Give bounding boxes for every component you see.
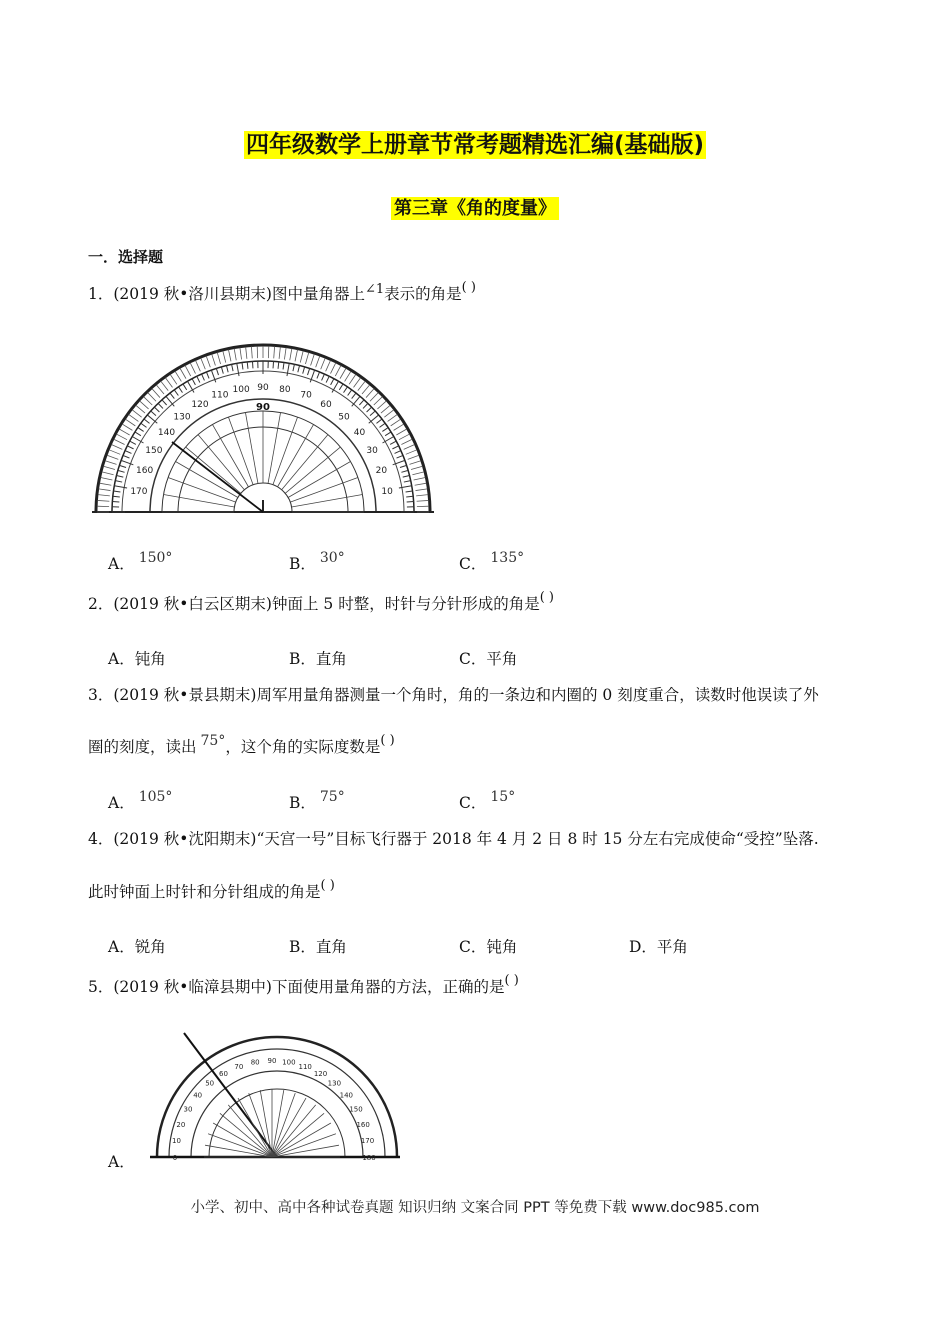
outer-hatch [401, 439, 412, 444]
scale-label: 70 [234, 1062, 244, 1071]
scale-label: 160 [356, 1120, 370, 1129]
outer-hatch [185, 365, 191, 376]
outer-hatch [111, 444, 122, 449]
outer-hatch [175, 371, 181, 381]
tick-mark [197, 376, 200, 382]
q1-option-a[interactable]: A． 150° [108, 550, 173, 573]
outer-hatch [384, 410, 393, 417]
outer-hatch [349, 374, 356, 384]
tick-mark [382, 428, 388, 432]
tick-mark [401, 470, 408, 472]
question-4-line-1: 4．(2019 秋•沈阳期末)“天宫一号”目标飞行器于 2018 年 4 月 2 日 8 时 15 分左右完成使命“受控”坠落. [88, 830, 819, 848]
outer-hatch [246, 347, 247, 359]
tick-mark [352, 393, 356, 399]
question-4-line-2: 此时钟面上时针和分针组成的角是( ) [88, 880, 367, 902]
tick-mark [247, 362, 248, 369]
tick-mark [151, 411, 156, 416]
scale-label: 120 [313, 1069, 328, 1078]
outer-hatch [331, 363, 336, 374]
scale-label: 80 [279, 384, 291, 395]
scale-label: 90 [267, 1057, 277, 1065]
outer-hatch [161, 381, 168, 390]
answer-blank: ( ) [539, 590, 554, 605]
outer-hatch [190, 363, 195, 374]
outer-hatch [223, 351, 226, 363]
scale-label: 100 [232, 384, 250, 395]
tick-mark [395, 451, 401, 454]
scale-label: 50 [205, 1079, 215, 1088]
scale-label: 170 [360, 1137, 375, 1146]
page-footer: 小学、初中、高中各种试卷真题 知识归纳 文案合同 PPT 等免费下载 www.doc985.com [190, 1200, 760, 1216]
tick-mark [166, 396, 174, 406]
tick-mark [363, 403, 368, 408]
tick-mark [404, 481, 411, 482]
outer-hatch [316, 356, 320, 367]
outer-hatch [136, 405, 145, 413]
tick-mark [390, 441, 396, 444]
outer-hatch [148, 393, 156, 402]
spoke-line [292, 494, 363, 507]
outer-hatch [388, 414, 398, 421]
tick-mark [141, 423, 147, 427]
outer-hatch [114, 439, 125, 444]
outer-hatch [345, 371, 351, 381]
q2-option-b[interactable]: B．直角 [289, 650, 347, 668]
chapter-title: 第三章《角的度量》 [0, 194, 950, 220]
outer-hatch [391, 419, 401, 426]
outer-hatch [99, 489, 111, 491]
spoke-line [168, 477, 236, 502]
tick-mark [135, 432, 141, 436]
outer-hatch [399, 434, 410, 440]
scale-label: 30 [183, 1105, 193, 1114]
section-heading: 一．选择题 [88, 248, 164, 266]
scale-label: 150 [349, 1105, 363, 1114]
outer-hatch [354, 378, 361, 388]
tick-mark [179, 387, 183, 393]
angle-symbol: ∠1 [364, 282, 385, 297]
tick-mark [125, 451, 131, 454]
tick-mark [183, 384, 187, 390]
document-title: 四年级数学上册章节常考题精选汇编(基础版) [245, 132, 705, 158]
outer-hatch [416, 489, 428, 491]
tick-mark [115, 481, 122, 482]
outer-hatch [100, 483, 112, 485]
tick-mark [116, 475, 123, 477]
tick-mark [113, 496, 120, 497]
q2-option-a[interactable]: A．钝角 [108, 650, 166, 668]
outer-hatch [228, 350, 230, 362]
tick-mark [114, 486, 127, 488]
tick-mark [403, 475, 410, 477]
scale-label: 0 [172, 1154, 178, 1162]
q4-option-a[interactable]: A．锐角 [108, 938, 166, 956]
outer-hatch [109, 450, 120, 454]
spoke-line [228, 417, 253, 485]
outer-hatch [305, 352, 308, 364]
outer-hatch [406, 450, 417, 454]
scale-label: 10 [172, 1137, 181, 1146]
scale-label: 140 [339, 1091, 353, 1100]
tick-mark [237, 363, 239, 376]
q2-option-c[interactable]: C．平角 [459, 650, 518, 668]
scale-label: 110 [298, 1062, 312, 1071]
tick-mark [369, 415, 379, 423]
protractor-figure-1 [92, 330, 434, 520]
q3-option-c[interactable]: C． 15° [459, 789, 516, 812]
tick-mark [348, 390, 352, 396]
scale-label: 40 [353, 428, 366, 439]
scale-label: 110 [211, 390, 229, 401]
spoke-line [268, 413, 281, 484]
outer-hatch [274, 346, 275, 358]
answer-blank: ( ) [504, 973, 519, 988]
outer-hatch [206, 356, 210, 367]
tick-mark [399, 486, 412, 488]
tick-mark [154, 407, 159, 412]
outer-hatch [107, 455, 118, 459]
outer-hatch [404, 444, 415, 449]
tick-mark [331, 379, 334, 385]
tick-mark [127, 446, 133, 449]
outer-hatch [170, 374, 177, 384]
scale-label: 20 [176, 1120, 186, 1129]
answer-blank: ( ) [461, 280, 476, 295]
outer-hatch [411, 466, 423, 469]
spoke-line [245, 413, 258, 484]
outer-hatch [370, 393, 378, 402]
tick-mark [307, 368, 309, 375]
outer-hatch [366, 389, 374, 398]
tick-mark [339, 384, 343, 390]
inner-top-label: 90 [256, 402, 270, 413]
tick-mark [392, 446, 398, 449]
outer-hatch [234, 349, 236, 361]
scale-label: 140 [157, 428, 176, 439]
outer-hatch [102, 472, 114, 475]
tick-mark [144, 419, 150, 423]
question-1: 1．(2019 秋•洛川县期末)图中量角器上$^{\angle 1}$表示的角是( ) [88, 282, 508, 304]
outer-hatch [290, 349, 292, 361]
tick-mark [113, 491, 120, 492]
outer-hatch [103, 466, 115, 469]
outer-hatch [140, 401, 149, 409]
tick-mark [158, 403, 163, 408]
q4-option-d[interactable]: D．平角 [629, 938, 688, 956]
scale-label: 130 [327, 1079, 342, 1088]
tick-mark [298, 365, 300, 372]
tick-mark [397, 455, 403, 458]
outer-hatch [125, 419, 135, 426]
outer-hatch [251, 346, 252, 358]
q3-option-b[interactable]: B． 75° [289, 789, 345, 812]
spoke-line [290, 477, 358, 502]
tick-mark [242, 362, 243, 369]
outer-hatch [300, 351, 303, 363]
scale-label: 80 [250, 1058, 260, 1067]
tick-mark [119, 465, 126, 467]
spoke-line [285, 447, 340, 493]
tick-mark [283, 362, 284, 369]
protractor-figure-2 [150, 1025, 400, 1165]
outer-hatch [311, 354, 315, 365]
outer-hatch [335, 365, 341, 376]
tick-mark [147, 415, 157, 423]
spoke-line [273, 417, 298, 485]
spoke-line [198, 435, 244, 490]
scale-label: 60 [219, 1069, 228, 1078]
q4-option-b[interactable]: B．直角 [289, 938, 347, 956]
tick-mark [406, 496, 413, 497]
outer-hatch [377, 401, 386, 409]
tick-mark [162, 400, 167, 405]
outer-hatch [105, 461, 116, 465]
outer-hatch [374, 397, 383, 405]
outer-hatch [97, 500, 109, 501]
outer-hatch [132, 410, 141, 417]
outer-hatch [415, 483, 427, 485]
tick-mark [303, 367, 305, 374]
spoke-line [164, 494, 235, 507]
outer-hatch [414, 477, 426, 479]
outer-hatch [98, 495, 110, 496]
scale-label: 20 [375, 465, 388, 476]
question-3-line-1: 3．(2019 秋•景县期末)周军用量角器测量一个角时，角的一条边和内圈的 0 刻度重合，读数时他误读了外 [88, 686, 819, 704]
q1-option-b[interactable]: B． 30° [289, 550, 345, 573]
tick-mark [400, 465, 407, 467]
tick-mark [359, 400, 364, 405]
outer-hatch [212, 354, 216, 365]
outer-hatch [217, 352, 220, 364]
outer-hatch [180, 368, 186, 378]
outer-hatch [394, 424, 404, 430]
tick-mark [278, 362, 279, 369]
scale-label: 150 [145, 446, 163, 456]
outer-hatch [321, 358, 325, 369]
tick-mark [293, 364, 294, 371]
tick-mark [367, 407, 372, 412]
tick-mark [352, 396, 360, 406]
q3-option-a[interactable]: A． 105° [108, 789, 173, 812]
q5-option-a[interactable]: A． [108, 1153, 135, 1171]
tick-mark [326, 376, 329, 382]
tick-mark [344, 387, 348, 393]
tick-mark [130, 441, 136, 444]
outer-hatch [279, 347, 280, 359]
tick-mark [406, 491, 413, 492]
scale-label: 120 [191, 399, 209, 410]
tick-mark [170, 393, 174, 399]
outer-hatch [152, 389, 160, 398]
outer-hatch [165, 378, 172, 388]
scale-label: 50 [338, 412, 350, 423]
scale-label: 40 [193, 1091, 203, 1100]
tick-mark [206, 372, 209, 378]
scale-label: 100 [282, 1058, 296, 1067]
scale-label: 180 [362, 1154, 376, 1162]
outer-hatch [416, 495, 428, 496]
tick-mark [202, 374, 205, 380]
tick-mark [138, 428, 144, 432]
outer-hatch [362, 385, 370, 394]
outer-hatch [412, 472, 424, 475]
outer-hatch [156, 385, 164, 394]
outer-hatch [284, 348, 286, 360]
answer-blank: ( ) [380, 733, 395, 748]
tick-mark [174, 390, 178, 396]
spoke-line [282, 435, 328, 490]
spoke-line [186, 447, 241, 493]
tick-mark [376, 419, 382, 423]
outer-hatch [295, 350, 297, 362]
tick-mark [287, 363, 289, 376]
scale-label: 170 [130, 487, 148, 498]
question-3-line-2: 圈的刻度，读出 75°，这个角的实际度数是( ) [88, 735, 426, 757]
outer-hatch [381, 405, 390, 413]
scale-label: 70 [300, 390, 312, 401]
outer-hatch [408, 455, 419, 459]
outer-hatch [340, 368, 346, 378]
tick-mark [232, 364, 233, 371]
outer-hatch [396, 429, 406, 435]
tick-mark [226, 365, 228, 372]
scale-label: 10 [381, 487, 393, 498]
outer-hatch [201, 358, 205, 369]
outer-hatch [417, 500, 429, 501]
tick-mark [317, 372, 320, 378]
scale-label: 30 [366, 446, 378, 456]
tick-mark [370, 411, 375, 416]
scale-label: 160 [136, 465, 154, 476]
tick-mark [123, 455, 129, 458]
question-5: 5．(2019 秋•临漳县期中)下面使用量角器的方法，正确的是( ) [88, 975, 550, 997]
scale-label: 90 [257, 383, 269, 393]
outer-hatch [409, 461, 420, 465]
tick-mark [216, 368, 218, 375]
tick-mark [385, 432, 391, 436]
outer-hatch [144, 397, 153, 405]
outer-hatch [358, 381, 365, 390]
tick-mark [118, 470, 125, 472]
outer-hatch [129, 414, 139, 421]
outer-hatch [119, 429, 129, 435]
tick-mark [322, 374, 325, 380]
q4-option-c[interactable]: C．钝角 [459, 938, 518, 956]
outer-hatch [195, 360, 200, 371]
answer-blank: ( ) [320, 878, 335, 893]
tick-mark [192, 379, 195, 385]
question-2: 2．(2019 秋•白云区期末)钟面上 5 时整，时针与分针形成的角是( ) [88, 592, 586, 614]
scale-label: 130 [173, 412, 191, 423]
outer-hatch [116, 434, 127, 440]
outer-hatch [240, 348, 242, 360]
tick-mark [221, 367, 223, 374]
q1-option-c[interactable]: C． 135° [459, 550, 525, 573]
outer-hatch [101, 477, 113, 479]
outer-hatch [122, 424, 132, 430]
tick-mark [379, 423, 385, 427]
outer-hatch [326, 360, 331, 371]
scale-label: 60 [320, 399, 332, 410]
